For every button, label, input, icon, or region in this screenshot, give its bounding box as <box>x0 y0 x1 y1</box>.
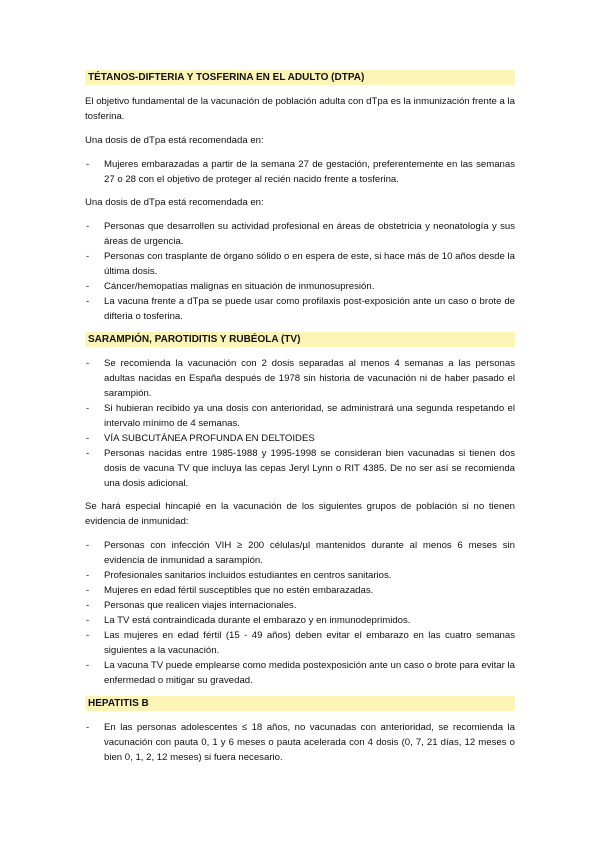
sarampion-list-1 <box>85 356 515 491</box>
list-item: - Mujeres en edad fértil susceptibles que no estén embarazadas. <box>85 583 515 598</box>
tetanos-list-1 <box>85 157 515 187</box>
list-item: - VÍA SUBCUTÁNEA PROFUNDA EN DELTOIDES <box>85 431 515 446</box>
list-item: - Cáncer/hemopatías malignas en situación de inmunosupresión. <box>85 279 515 294</box>
tetanos-lead-1: Una dosis de dTpa está recomendada en: <box>85 135 264 146</box>
list-item: - Las mujeres en edad fértil (15 - 49 años) deben evitar el embarazo en las cuatro semanas siguientes a la vacunación. <box>85 628 515 658</box>
sarampion-list-2 <box>85 538 515 688</box>
list-item: - Si hubieran recibido ya una dosis con anterioridad, se administrará una segunda respetando el intervalo mínimo de 4 semanas. <box>85 401 515 431</box>
list-item: - Personas con infección VIH ≥ 200 células/µl mantenidos durante al menos 6 meses sin evidencia de inmunidad a sarampión. <box>85 538 515 568</box>
list-item: - Personas que desarrollen su actividad profesional en áreas de obstetricia y neonatología y sus áreas de urgencia. <box>85 219 515 249</box>
list-item: - La TV está contraindicada durante el embarazo y en inmunodeprimidos. <box>85 613 515 628</box>
list-item: - Se recomienda la vacunación con 2 dosis separadas al menos 4 semanas a las personas adultas nacidas en España después de 1978 sin historia de vacunación ni de haber pasado el sarampión. <box>85 356 515 401</box>
tetanos-list-2 <box>85 219 515 324</box>
list-item: - Profesionales sanitarios incluidos estudiantes en centros sanitarios. <box>85 568 515 583</box>
list-item: - Personas con trasplante de órgano sólido o en espera de este, si hace más de 10 años desde la última dosis. <box>85 249 515 279</box>
section-heading-tetanos: TÉTANOS-DIFTERIA Y TOSFERINA EN EL ADULTO (DTPA) <box>85 70 515 85</box>
section-heading-sarampion: SARAMPIÓN, PAROTIDITIS Y RUBÉOLA (TV) <box>85 332 515 347</box>
list-item: - Mujeres embarazadas a partir de la semana 27 de gestación, preferentemente en las semanas 27 o 28 con el objetivo de proteger al recién nacido frente a tosferina. <box>85 157 515 187</box>
list-item: - La vacuna TV puede emplearse como medida postexposición ante un caso o brote para evitar la enfermedad o mitigar su gravedad. <box>85 658 515 688</box>
list-item: - Personas nacidas entre 1985-1988 y 1995-1998 se consideran bien vacunadas si tienen dos dosis de vacuna TV que incluya las cepas Jeryl Lynn o RIT 4385. De no ser así se recomienda una dosis adicional. <box>85 446 515 491</box>
list-item: - La vacuna frente a dTpa se puede usar como profilaxis post-exposición ante un caso o brote de difteria o tosferina. <box>85 294 515 324</box>
hepatitis-list-1 <box>85 720 515 765</box>
section-heading-hepatitis: HEPATITIS B <box>85 696 515 711</box>
tetanos-intro: El objetivo fundamental de la vacunación de población adulta con dTpa es la inmunización frente a la tosferina. <box>85 96 515 122</box>
list-item: - En las personas adolescentes ≤ 18 años, no vacunadas con anterioridad, se recomienda la vacunación con pauta 0, 1 y 6 meses o pauta acelerada con 4 dosis (0, 7, 21 días, 12 meses o bien 0, 1, 2, 12 meses) si fuera necesario. <box>85 720 515 765</box>
tetanos-lead-2: Una dosis de dTpa está recomendada en: <box>85 197 264 208</box>
sarampion-lead: Se hará especial hincapié en la vacunación de los siguientes grupos de población si no tienen evidencia de inmunidad: <box>85 501 515 527</box>
list-item: - Personas que realicen viajes internacionales. <box>85 598 515 613</box>
